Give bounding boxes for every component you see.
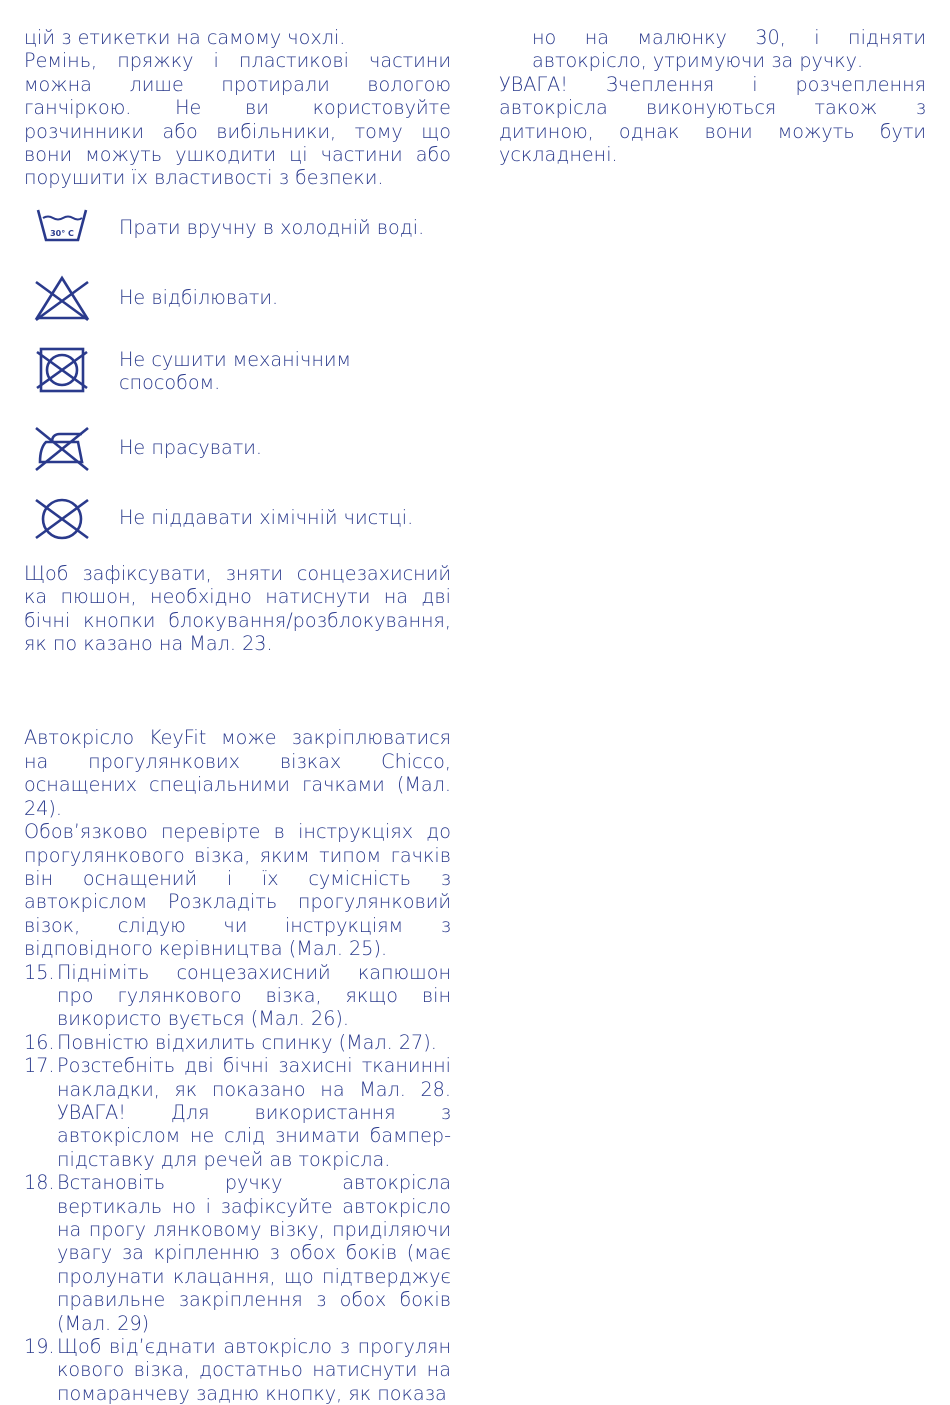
- step-text: Підніміть сонцезахисний капюшон про гулянкового візка, якщо він використо вується (Мал. 26).: [57, 960, 451, 1031]
- care-item-wash: [24, 204, 451, 274]
- care-item-dry: [24, 346, 451, 424]
- list-item: [24, 961, 451, 1031]
- step-number: 18.: [24, 1171, 55, 1195]
- list-item: [24, 1171, 451, 1335]
- steps-list: [24, 961, 451, 1405]
- warning-paragraph: УВАГА! Зчеплення і розчеплення автокрісла виконуються також з дитиною, однак вони можуть бути ускладнені.: [499, 72, 926, 167]
- care-label-bleach: Не відбілювати.: [119, 285, 279, 309]
- stroller-paragraph-2: Обов’язково перевірте в інструкціях до прогулянкового візка, яким типом гачків він оснащений і їх сумісність з автокріслом Розкладіть прогулянковий візок, слідую чи інструкціям з відповідного керівництва (Мал. 25).: [24, 820, 451, 961]
- care-item-dryclean: [24, 494, 451, 566]
- intro-line: цій з етикетки на самому чохлі.: [24, 26, 346, 49]
- step-text: Розстебніть дві бічні захисні тканинні накладки, як показано на Мал. 28. УВАГА! Для використання з автокріслом не слід знимати бампер-підставку для речей ав токрісла.: [57, 1054, 451, 1171]
- care-label-wash: Прати вручну в холодній воді.: [119, 215, 425, 239]
- no-dry-clean-icon: [32, 494, 92, 544]
- step-number: 19.: [24, 1335, 55, 1359]
- care-label-dry: Не сушити механічним способом.: [119, 347, 351, 395]
- care-label-iron: Не прасувати.: [119, 435, 262, 459]
- canopy-paragraph: Щоб зафіксувати, зняти сонцезахисний ка пюшон, необхідно натиснути на дві бічні кнопки блокування/розблокування, як по казано на Мал. 23.: [24, 561, 451, 656]
- step-text: Повністю відхилить спинку (Мал. 27).: [57, 1030, 437, 1054]
- step-text: Встановіть ручку автокрісла вертикаль но і зафіксуйте автокрісло на прогу лянковому візку, приділяючи увагу за кріпленню з обох боків (має пролунати клацання, що підтверджує правильне закріплення з обох боків (Мал. 29): [57, 1171, 451, 1335]
- step-19-continuation: но на малюнку 30, і підняти автокрісло, утримуючи за ручку.: [532, 26, 926, 73]
- wash-temp-badge: 30° C: [50, 228, 74, 238]
- care-item-iron: [24, 424, 451, 494]
- care-item-bleach: [24, 274, 451, 346]
- list-item: [24, 1031, 451, 1054]
- step-number: 16.: [24, 1030, 55, 1054]
- cleaning-paragraph: Ремінь, пряжку і пластикові частини можна лише протирали вологою ганчіркою. Не ви користовуйте розчинники або вибільники, тому що вони можуть ушкодити ці частини або порушити їх властивості з безпеки.: [24, 49, 451, 190]
- step-number: 15.: [24, 960, 55, 984]
- right-column: [499, 26, 926, 166]
- wash-30-icon: [32, 204, 92, 254]
- no-bleach-icon: [32, 274, 92, 324]
- stroller-paragraph-1: Автокрісло KeyFit може закріплюватися на прогулянкових візках Chicco, оснащених спеціальними гачками (Мал. 24).: [24, 726, 451, 820]
- no-tumble-dry-icon: [32, 346, 92, 396]
- left-column: [24, 26, 451, 1405]
- list-item: [24, 1054, 451, 1171]
- list-item: [24, 1335, 451, 1405]
- step-number: 17.: [24, 1054, 55, 1078]
- no-iron-icon: [32, 424, 92, 474]
- step-text: Щоб від’єднати автокрісло з прогулян кового візка, достатньо натиснути на помаранчеву задню кнопку, як показа: [57, 1335, 451, 1405]
- care-label-dryclean: Не піддавати хімічній чистці.: [119, 505, 414, 529]
